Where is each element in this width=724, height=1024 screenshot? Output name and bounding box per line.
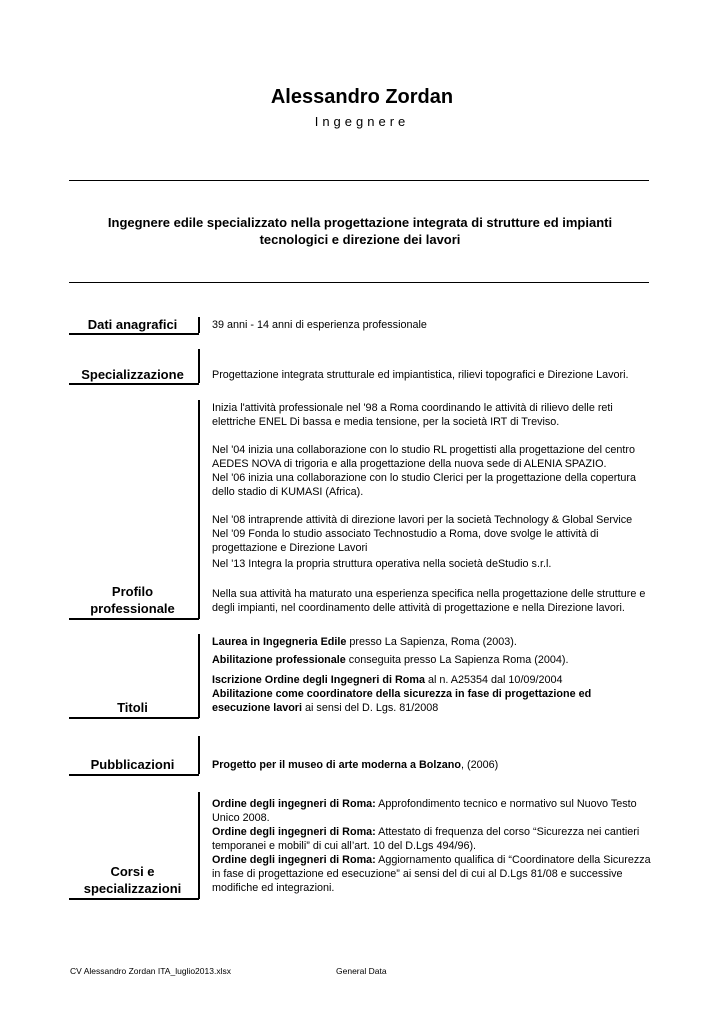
section-underline-corsi — [69, 898, 199, 900]
titolo-item — [212, 653, 652, 667]
section-vline-spec — [198, 349, 200, 383]
section-vline-dati — [198, 317, 200, 333]
specializzazione-text: Progettazione integrata strutturale ed impiantistica, rilievi topografici e Direzione Lavori. — [212, 369, 629, 381]
corso-item — [212, 825, 652, 853]
profilo-paragraph: Nel '06 inizia una collaborazione con lo studio Clerici per la progettazione della copertura dello stadio di KUMASI (Africa). — [212, 472, 636, 498]
section-underline-profilo — [69, 618, 199, 620]
section-underline-dati — [69, 333, 199, 335]
section-underline-pubblicazioni — [69, 774, 199, 776]
profilo-paragraph: Nella sua attività ha maturato una esperienza specifica nella progettazione delle strutture e degli impianti, nel coordinamento delle attività di progettazione e nella Direzione lavori. — [212, 588, 646, 614]
section-underline-spec — [69, 383, 199, 385]
section-underline-titoli — [69, 717, 199, 719]
titolo-item — [212, 687, 612, 715]
section-label-corsi — [70, 863, 195, 897]
corso-rest: Aggiornamento qualifica di “Coordinatore della Sicurezza in fase di progettazione ed esecuzione” ai sensi del di cui al D.Lgs 81/08 e successive modifiche ed integrazioni. — [212, 854, 651, 894]
label-line: specializzazioni — [83, 881, 182, 896]
footer-filename: CV Alessandro Zordan ITA_luglio2013.xlsx — [70, 966, 231, 976]
label-line: Profilo — [111, 584, 154, 599]
section-label-pubblicazioni: Pubblicazioni — [90, 757, 175, 772]
pubblicazione-item — [212, 758, 652, 772]
titolo-rest: presso La Sapienza, Roma (2003). — [346, 636, 517, 648]
corso-item — [212, 797, 652, 825]
titolo-bold: Abilitazione come coordinatore della sicurezza in fase di progettazione ed esecuzione lavori — [212, 688, 592, 714]
profilo-paragraph: Nel '09 Fonda lo studio associato Technostudio a Roma, dove svolge le attività di progettazione e Direzione Lavori — [212, 528, 599, 554]
corso-bold: Ordine degli ingegneri di Roma: — [212, 798, 376, 810]
section-vline-pubblicazioni — [198, 736, 200, 774]
pubblicazione-bold: Progetto per il museo di arte moderna a Bolzano — [212, 759, 461, 771]
section-vline-titoli — [198, 634, 200, 718]
section-label-profilo — [70, 583, 195, 617]
corso-item — [212, 853, 652, 895]
profilo-paragraph: Nel '04 inizia una collaborazione con lo studio RL progettisti alla progettazione del centro AEDES NOVA di trigoria e alla progettazione della nuova sede di ALENIA SPAZIO. — [212, 444, 635, 470]
dati-anagrafici-text: 39 anni - 14 anni di esperienza professionale — [212, 319, 427, 331]
corso-rest: Approfondimento tecnico e normativo sul Nuovo Testo Unico 2008. — [212, 798, 637, 824]
titolo-item — [212, 673, 652, 687]
titolo-rest: ai sensi del D. Lgs. 81/2008 — [302, 702, 439, 714]
divider-top — [69, 180, 649, 181]
titolo-bold: Laurea in Ingegneria Edile — [212, 636, 347, 648]
profilo-paragraph: Nel '08 intraprende attività di direzione lavori per la società Technology & Global Service — [212, 514, 633, 526]
titolo-rest: conseguita presso La Sapienza Roma (2004). — [345, 654, 569, 666]
footer-sheet-name: General Data — [336, 966, 387, 976]
person-name: Alessandro Zordan — [270, 86, 454, 108]
profilo-paragraph: Nel '13 Integra la propria struttura operativa nella società deStudio s.r.l. — [212, 558, 552, 570]
corso-bold: Ordine degli ingegneri di Roma: — [212, 854, 376, 866]
section-label-specializzazione: Specializzazione — [81, 367, 184, 382]
section-vline-profilo — [198, 400, 200, 619]
titolo-bold: Iscrizione Ordine degli Ingegneri di Roma — [212, 674, 425, 686]
section-label-dati-anagrafici: Dati anagrafici — [87, 317, 178, 332]
profile-summary: Ingegnere edile specializzato nella progettazione integrata di strutture ed impianti tecnologici e direzione dei lavori — [107, 215, 613, 247]
profilo-paragraph: Inizia l'attività professionale nel '98 a Roma coordinando le attività di rilievo delle reti elettriche ENEL Di bassa e media tensione, per la società IRT di Treviso. — [212, 402, 613, 428]
titolo-bold: Abilitazione professionale — [212, 654, 346, 666]
divider-bottom — [69, 282, 649, 283]
corso-rest: Attestato di frequenza del corso “Sicurezza nei cantieri temporanei e mobili” di cui all’art. 10 del D.Lgs 494/96). — [212, 826, 640, 852]
titolo-item — [212, 635, 652, 649]
section-label-titoli: Titoli — [117, 700, 148, 715]
person-title: Ingegnere — [314, 114, 410, 129]
pubblicazione-rest: , (2006) — [460, 759, 499, 771]
label-line: Corsi e — [110, 864, 155, 879]
titolo-rest: al n. A25354 dal 10/09/2004 — [424, 674, 563, 686]
section-vline-corsi — [198, 792, 200, 899]
label-line: professionale — [90, 601, 175, 616]
corso-bold: Ordine degli ingegneri di Roma: — [212, 826, 376, 838]
